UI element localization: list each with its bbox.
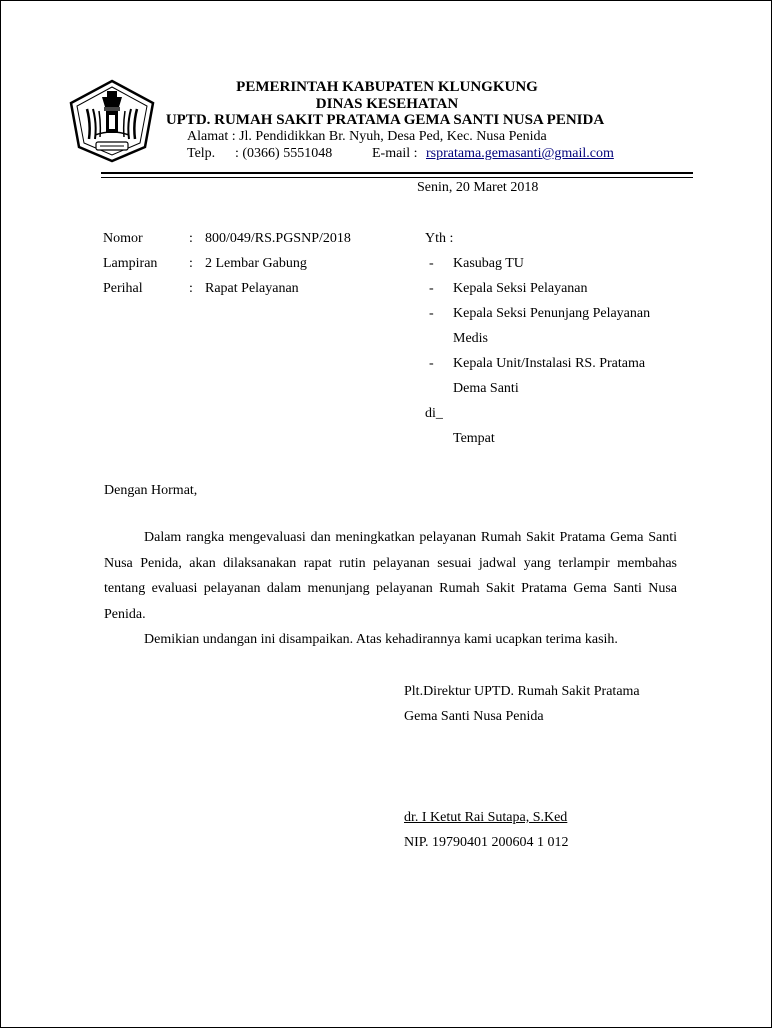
recipient-yth: Yth : (425, 231, 454, 246)
kop-line-2: DINAS KESEHATAN (315, 96, 459, 112)
header-rule-thick (101, 172, 693, 174)
signature-title-1: Plt.Direktur UPTD. Rumah Sakit Pratama (404, 684, 640, 699)
meta-sep: : (189, 281, 193, 296)
recipient-item: Kepala Unit/Instalasi RS. Pratama (453, 356, 646, 371)
body-paragraph-1: Dalam rangka mengevaluasi dan meningkatkan pelayanan Rumah Sakit Pratama Gema Santi Nusa Penida, akan dilaksanakan rapat rutin pelayanan sesuai jadwal yang terlampir membahas tentang evaluasi pelayanan dalam menunjang pelayanan Rumah Sakit Pratama Gema Santi Nusa Penida. (104, 530, 677, 622)
letter-date: Senin, 20 Maret 2018 (417, 180, 539, 195)
meta-value-perihal: Rapat Pelayanan (205, 281, 299, 296)
meta-label-nomor: Nomor (103, 231, 143, 246)
meta-value-lampiran: 2 Lembar Gabung (205, 256, 307, 271)
header-rule-thin (101, 177, 693, 178)
meta-sep: : (189, 231, 193, 246)
kop-email-link[interactable]: rspratama.gemasanti@gmail.com (426, 146, 614, 161)
kop-telp-label: Telp. (187, 146, 216, 161)
kop-address: Alamat : Jl. Pendidikkan Br. Nyuh, Desa Ped, Kec. Nusa Penida (187, 129, 547, 144)
kop-email-label: E-mail : (372, 146, 418, 161)
body-paragraph-2: Demikian undangan ini disampaikan. Atas kehadirannya kami ucapkan terima kasih. (144, 632, 618, 647)
meta-sep: : (189, 256, 193, 271)
recipient-tempat: Tempat (453, 431, 495, 446)
recipient-item-cont: Medis (453, 331, 488, 346)
recipient-item: Kasubag TU (453, 256, 524, 271)
signature-title-2: Gema Santi Nusa Penida (404, 709, 544, 724)
signature-nip: NIP. 19790401 200604 1 012 (404, 835, 569, 850)
kop-telp-value: : (0366) 5551048 (235, 146, 333, 161)
kop-line-1: PEMERINTAH KABUPATEN KLUNGKUNG (236, 79, 538, 95)
letter-body (104, 525, 677, 653)
recipient-dash: - (429, 356, 434, 371)
recipient-item: Kepala Seksi Pelayanan (453, 281, 588, 296)
kop-line-3: UPTD. RUMAH SAKIT PRATAMA GEMA SANTI NUSA PENIDA (165, 112, 605, 128)
meta-value-nomor: 800/049/RS.PGSNP/2018 (205, 231, 351, 246)
recipient-dash: - (429, 281, 434, 296)
signature-name: dr. I Ketut Rai Sutapa, S.Ked (404, 810, 568, 825)
meta-label-perihal: Perihal (103, 281, 143, 296)
recipient-dash: - (429, 256, 434, 271)
meta-label-lampiran: Lampiran (103, 256, 158, 271)
recipient-dash: - (429, 306, 434, 321)
recipient-item-cont: Dema Santi (453, 381, 519, 396)
recipient-di: di_ (425, 406, 443, 421)
salutation: Dengan Hormat, (104, 483, 198, 498)
recipient-item: Kepala Seksi Penunjang Pelayanan (453, 306, 651, 321)
